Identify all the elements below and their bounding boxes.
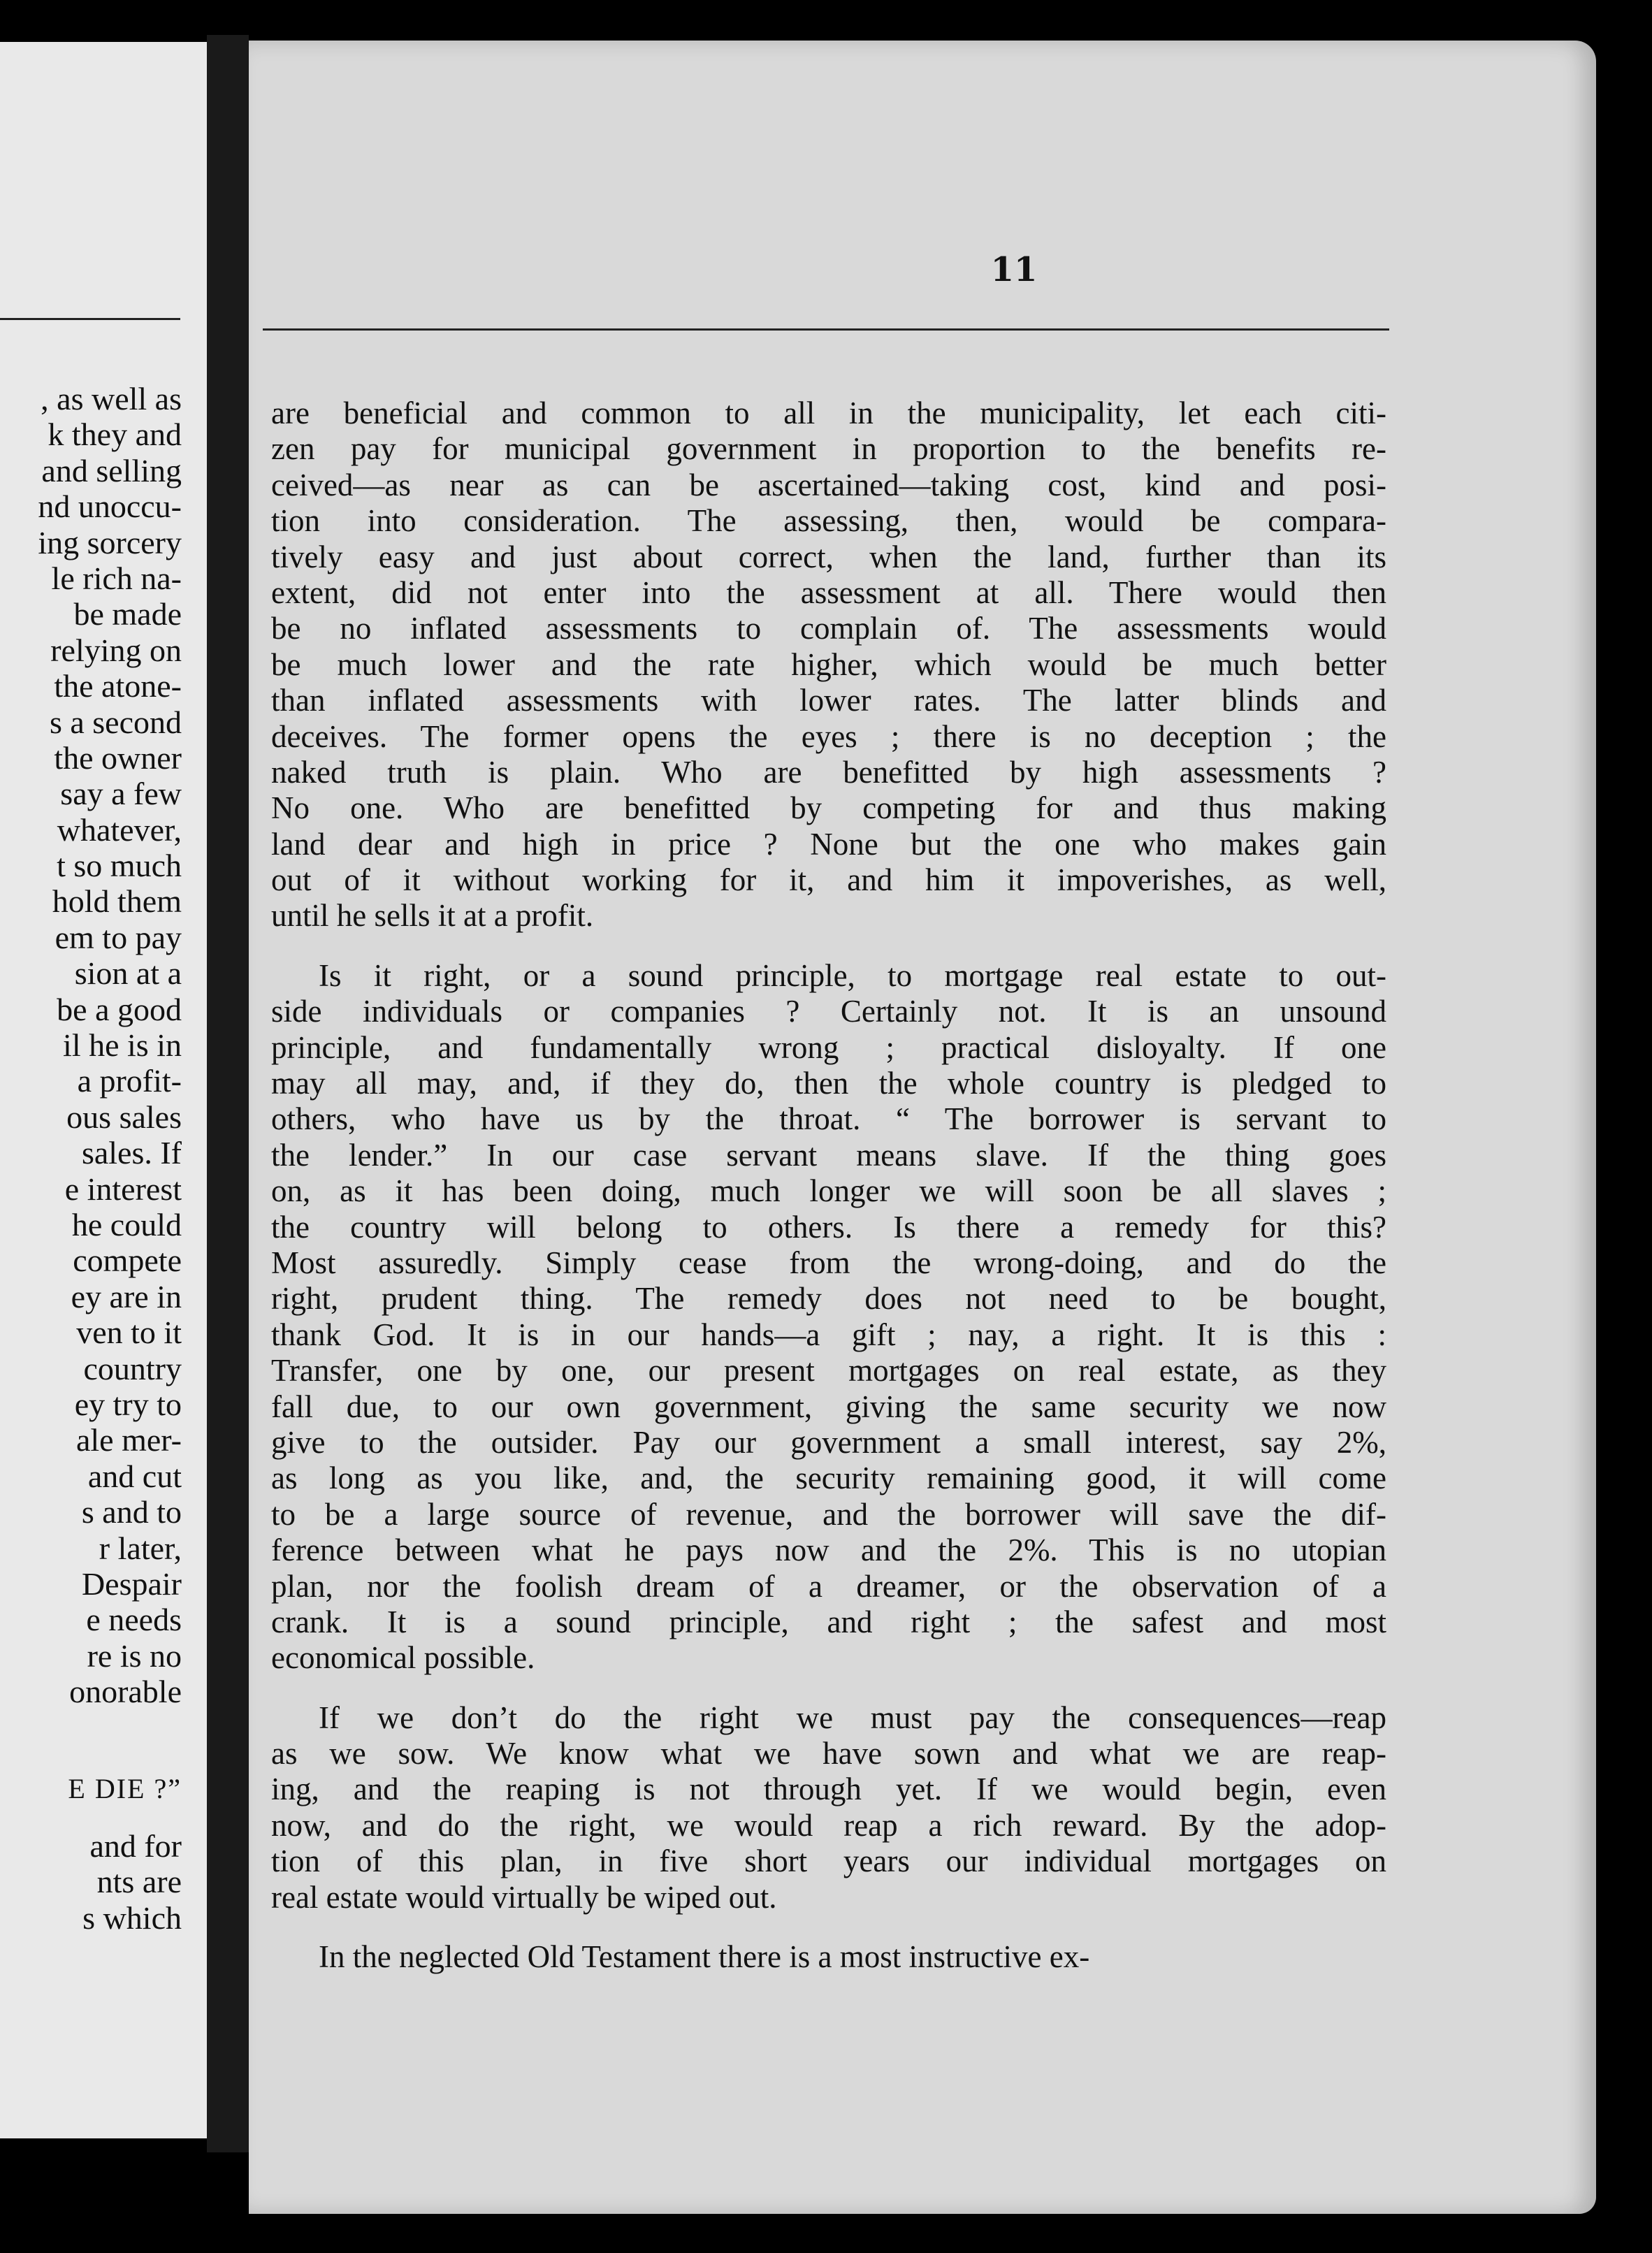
left-page-gap [0, 1807, 182, 1828]
text-line: as long as you like, and, the security remaining good, it will come [271, 1461, 1386, 1496]
text-line: principle, and fundamentally wrong ; practical disloyalty. If one [271, 1029, 1386, 1065]
text-line: are beneficial and common to all in the municipality, let each citi- [271, 396, 1386, 430]
left-page-line: hold them [52, 883, 182, 920]
text-line: If we don’t do the right we must pay the consequences—reap [319, 1700, 1386, 1735]
left-page-line: compete [73, 1243, 182, 1279]
left-page-line: il he is in [63, 1027, 182, 1064]
text-line: land dear and high in price ? None but the one who makes gain [271, 826, 1386, 862]
paragraph [271, 1700, 1386, 1915]
left-page-line: and for [89, 1827, 182, 1864]
left-page-line: whatever, [57, 811, 182, 848]
left-page-line: s and to [81, 1494, 182, 1530]
page-number: 11 [990, 250, 1038, 289]
text-line: tion into consideration. The assessing, then, would be compara- [271, 503, 1386, 539]
left-page-line: ing sorcery [38, 524, 182, 560]
right-page [249, 41, 1596, 2214]
text-line: Is it right, or a sound principle, to mortgage real estate to out- [319, 957, 1386, 993]
text-line: ceived—as near as can be ascertained—taking cost, kind and posi- [271, 467, 1386, 502]
left-page-line: re is no [87, 1637, 182, 1674]
header-rule [263, 328, 1389, 331]
book-binding-gutter [207, 35, 249, 2152]
text-line: ing, and the reaping is not through yet. If we would begin, even [271, 1772, 1386, 1807]
text-line: may all may, and, if they do, then the whole country is pledged to [271, 1066, 1386, 1101]
left-page-text [0, 381, 182, 1936]
left-page-line: a profit- [77, 1063, 182, 1099]
paragraph [271, 1939, 1386, 1975]
paragraph [271, 396, 1386, 934]
text-line: No one. Who are benefitted by competing for and thus making [271, 790, 1386, 826]
left-page-line: ale mer- [75, 1422, 182, 1458]
left-page-line: ven to it [76, 1314, 182, 1351]
left-page-line: and selling [41, 452, 182, 488]
text-line: deceives. The former opens the eyes ; there is no deception ; the [271, 718, 1386, 754]
text-line: until he sells it at a profit. [271, 898, 594, 934]
left-page-line: r later, [99, 1530, 182, 1566]
text-line: crank. It is a sound principle, and right ; the safest and most [271, 1604, 1386, 1639]
left-page-line: the atone- [54, 668, 182, 704]
text-line: be no inflated assessments to complain of. The assessments would [271, 611, 1386, 646]
left-page-line: e interest [64, 1171, 182, 1207]
left-page-gap [0, 1709, 182, 1771]
text-line: In the neglected Old Testament there is a most instructive ex- [319, 1939, 1090, 1975]
text-line: fall due, to our own government, giving the same security we now [271, 1389, 1386, 1424]
text-line: on, as it has been doing, much longer we will soon be all slaves ; [271, 1173, 1386, 1209]
left-page-line: relying on [50, 632, 182, 668]
left-page-line: nts are [96, 1864, 182, 1900]
left-page-line: le rich na- [51, 560, 182, 596]
text-line: zen pay for municipal government in proportion to the benefits re- [271, 431, 1386, 467]
text-line: the country will belong to others. Is there a remedy for this? [271, 1209, 1386, 1245]
text-line: be much lower and the rate higher, which would be much better [271, 646, 1386, 682]
text-line: others, who have us by the throat. “ The borrower is servant to [271, 1101, 1386, 1137]
text-line: right, prudent thing. The remedy does not need to be bought, [271, 1281, 1386, 1317]
left-page-line: say a few [60, 776, 182, 812]
text-line: now, and do the right, we would reap a rich reward. By the adop- [271, 1807, 1386, 1843]
text-line: naked truth is plain. Who are benefitted by high assessments ? [271, 754, 1386, 790]
body-text [271, 396, 1386, 1999]
text-line: out of it without working for it, and him it impoverishes, as well, [271, 862, 1386, 898]
text-line: side individuals or companies ? Certainly not. It is an unsound [271, 994, 1386, 1029]
left-page-line: Despair [81, 1565, 182, 1602]
left-page-rule [0, 318, 180, 320]
left-page-line: ey try to [74, 1386, 182, 1422]
text-line: the lender.” In our case servant means slave. If the thing goes [271, 1137, 1386, 1173]
left-page-line: ous sales [66, 1099, 182, 1135]
left-page-line: , as well as [41, 381, 182, 416]
left-page-line: be a good [57, 991, 182, 1027]
left-page-line: be made [73, 596, 182, 632]
text-line: give to the outsider. Pay our government a small interest, say 2%, [271, 1424, 1386, 1460]
left-page-line: country [83, 1350, 182, 1386]
text-line: plan, nor the foolish dream of a dreamer, or the observation of a [271, 1568, 1386, 1604]
left-page-line: onorable [69, 1674, 182, 1710]
paragraph [271, 958, 1386, 1676]
left-page-line: em to pay [55, 919, 182, 955]
left-page-line: sion at a [74, 955, 182, 992]
left-page-line: the owner [54, 739, 182, 776]
text-line: tively easy and just about correct, when the land, further than its [271, 539, 1386, 574]
text-line: economical possible. [271, 1640, 535, 1676]
text-line: ference between what he pays now and the 2%. This is no utopian [271, 1533, 1386, 1568]
text-line: real estate would virtually be wiped out. [271, 1879, 777, 1915]
left-page-line: t so much [57, 848, 182, 884]
left-page-line: sales. If [81, 1135, 182, 1171]
text-line: to be a large source of revenue, and the borrower will save the dif- [271, 1496, 1386, 1532]
left-page-line: nd unoccu- [38, 488, 182, 525]
left-page-heading: E DIE ?” [68, 1773, 182, 1805]
text-line: Transfer, one by one, our present mortgages on real estate, as they [271, 1353, 1386, 1389]
left-page-line: he could [71, 1206, 182, 1243]
left-page-line: ey are in [71, 1278, 182, 1314]
text-line: than inflated assessments with lower rates. The latter blinds and [271, 683, 1386, 718]
left-facing-page [0, 42, 207, 2138]
text-line: as we sow. We know what we have sown and what we are reap- [271, 1736, 1386, 1772]
left-page-line: k they and [48, 416, 182, 453]
left-page-line: s a second [49, 704, 182, 740]
text-line: tion of this plan, in five short years our individual mortgages on [271, 1843, 1386, 1879]
text-line: extent, did not enter into the assessment at all. There would then [271, 574, 1386, 610]
left-page-line: and cut [87, 1458, 182, 1494]
left-page-line: e needs [86, 1602, 182, 1638]
left-page-line: s which [82, 1899, 182, 1936]
text-line: Most assuredly. Simply cease from the wrong-doing, and do the [271, 1245, 1386, 1280]
text-line: thank God. It is in our hands—a gift ; nay, a right. It is this : [271, 1317, 1386, 1352]
